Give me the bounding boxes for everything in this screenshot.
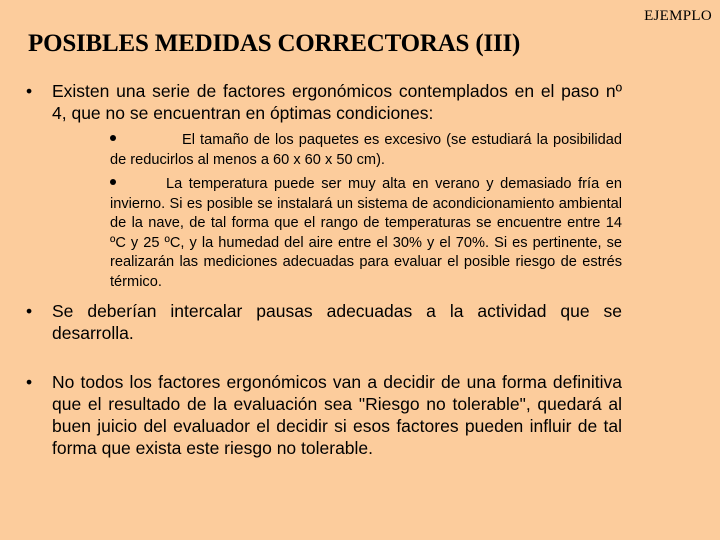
slide-title: POSIBLES MEDIDAS CORRECTORAS (III) xyxy=(28,30,521,57)
sub-bullet-item xyxy=(110,175,622,292)
bullet-marker: • xyxy=(26,301,33,321)
sub-bullet-text: La temperatura puede ser muy alta en verano y demasiado fría en invierno. Si es posible se instalará un sistema de acondicionamiento ambiental de la nave, de tal forma que el rango de temperaturas se encuentre entre 14 ºC y 25 ºC, y la humedad del aire entre el 30% y el 70%. Si es pertinente, se realizarán las mediciones adecuadas para evaluar el posible riesgo de estrés térmico. xyxy=(110,176,622,290)
bullet-item xyxy=(26,300,622,344)
bullet-text: Se deberían intercalar pausas adecuadas a la actividad que se desarrolla. xyxy=(52,301,622,343)
bullet-text: Existen una serie de factores ergonómicos contemplados en el paso nº 4, que no se encuentran en óptimas condiciones: xyxy=(52,81,622,123)
example-tag: EJEMPLO xyxy=(644,8,712,24)
sub-bullet-dot xyxy=(110,179,116,185)
bullet-marker: • xyxy=(26,81,33,101)
slide-content xyxy=(26,80,622,459)
bullet-item xyxy=(26,80,622,292)
bullet-text: No todos los factores ergonómicos van a decidir de una forma definitiva que el resultado de la evaluación sea "Riesgo no tolerable", quedará al buen juicio del evaluador el decidir si esos factores pueden influir de tal forma que exista este riesgo no tolerable. xyxy=(52,372,622,458)
sub-bullet-text: El tamaño de los paquetes es excesivo (se estudiará la posibilidad de reducirlos al menos a 60 x 60 x 50 cm). xyxy=(110,132,622,168)
sub-bullet-dot xyxy=(110,135,116,141)
sub-bullet-item xyxy=(110,131,622,170)
bullet-marker: • xyxy=(26,372,33,392)
bullet-item xyxy=(26,371,622,459)
sub-list xyxy=(110,131,622,292)
